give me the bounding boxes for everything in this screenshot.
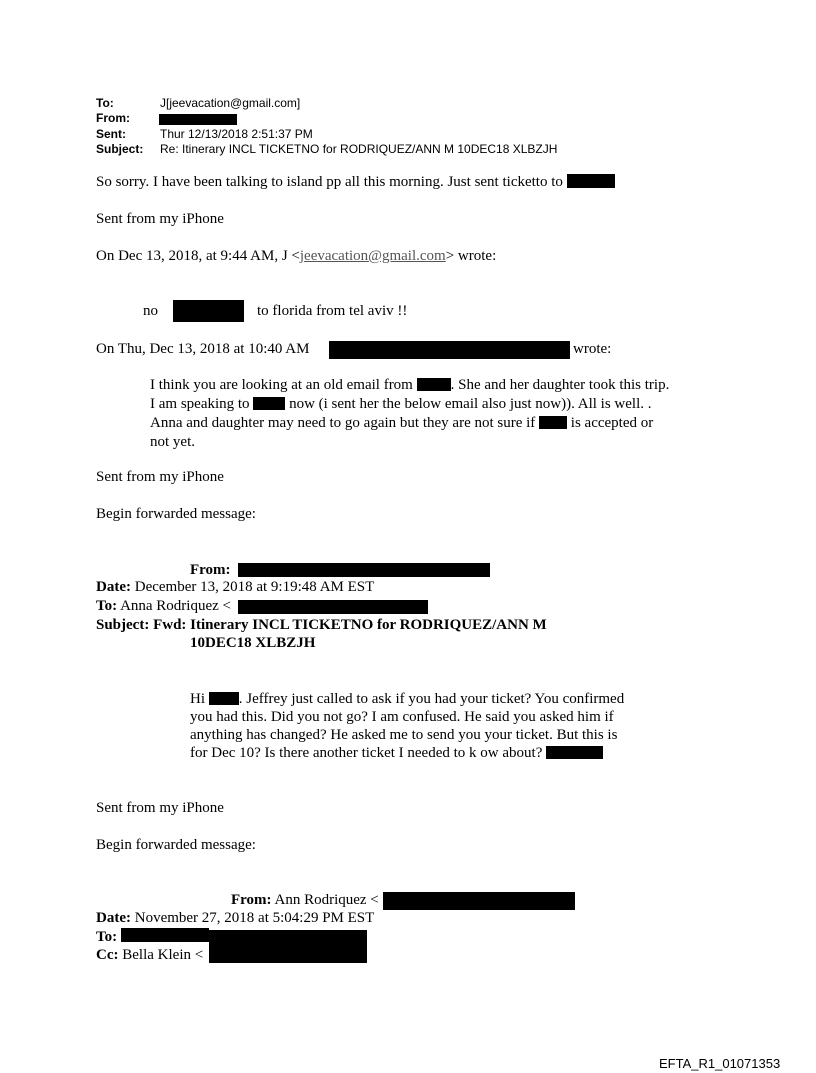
fwd1-subject-cont: 10DEC18 XLBZJH [190,635,316,651]
redaction-block [383,892,575,910]
header-sent-value: Thur 12/13/2018 2:51:37 PM [160,127,313,141]
begin-forwarded-1: Begin forwarded message: [96,506,256,522]
redaction-block [209,692,239,705]
redaction-block [539,416,567,429]
document-id: EFTA_R1_01071353 [659,1056,781,1071]
fwd1-subject-row: Subject: Fwd: Itinerary INCL TICKETNO for RODRIQUEZ/ANN M [96,617,547,633]
body-line-1: So sorry. I have been talking to island pp all this morning. Just sent ticketto to [96,174,615,191]
fwd1-date-row: Date: December 13, 2018 at 9:19:48 AM EST [96,579,375,595]
header-to-value: J[jeevacation@gmail.com] [160,96,301,110]
reply-line-1: no [143,303,158,319]
sent-from-iphone-2: Sent from my iPhone [96,469,224,485]
fwd2-date-row: Date: November 27, 2018 at 5:04:29 PM EST [96,910,375,926]
fwd2-from-row: From: Ann Rodriquez < [231,892,379,908]
redaction-block [173,300,244,322]
sent-from-iphone-3: Sent from my iPhone [96,800,224,816]
quote-header-1: On Dec 13, 2018, at 9:44 AM, J <jeevacation@gmail.com> wrote: [96,248,497,264]
redaction-block [329,341,570,359]
redaction-block [253,397,285,410]
redaction-block [238,600,428,614]
redaction-block [567,174,615,188]
header-subject-row [96,142,557,156]
begin-forwarded-2: Begin forwarded message: [96,837,256,853]
header-subject-label: Subject: [96,142,144,156]
header-from-row [96,111,160,125]
quoted-paragraph: I think you are looking at an old email from . She and her daughter took this trip. I am speaking to now (i sent her the below email also just now)). All is well. . Anna and daughter may need to go again but they are not sure if is accepted or not yet. [150,377,670,450]
header-to-row [96,96,300,110]
sent-from-iphone-1: Sent from my iPhone [96,211,224,227]
quote-header-2: On Thu, Dec 13, 2018 at 10:40 AM [96,341,310,357]
fwd1-message: Hi . Jeffrey just called to ask if you had your ticket? You confirmed you had this. Did you not go? I am confused. He said you asked him if anything has changed? He asked me to send you your ticket. But this is for Dec 10? Is there another ticket I needed to k ow about? [190,691,625,761]
fwd1-to-row: To: Anna Rodriquez < [96,598,231,614]
redaction-block [546,746,603,759]
fwd2-to-row: To: [96,929,118,945]
email-link[interactable]: jeevacation@gmail.com [299,248,446,264]
quote-header-2-suffix: wrote: [573,341,612,357]
fwd2-cc-row: Cc: Bella Klein < [96,947,204,963]
fwd1-from-label: From: [190,562,231,578]
reply-line-1-tail: to florida from tel aviv !! [257,303,408,319]
redaction-block [159,114,237,125]
header-subject-value: Re: Itinerary INCL TICKETNO for RODRIQUEZ/ANN M 10DEC18 XLBZJH [160,142,558,156]
redaction-block [209,930,367,963]
redaction-block [417,378,451,391]
header-to-label: To: [96,96,114,110]
redaction-block [238,563,490,577]
header-sent-label: Sent: [96,127,126,141]
header-sent-row [96,127,313,141]
redaction-block [121,928,209,942]
header-from-label: From: [96,111,130,125]
